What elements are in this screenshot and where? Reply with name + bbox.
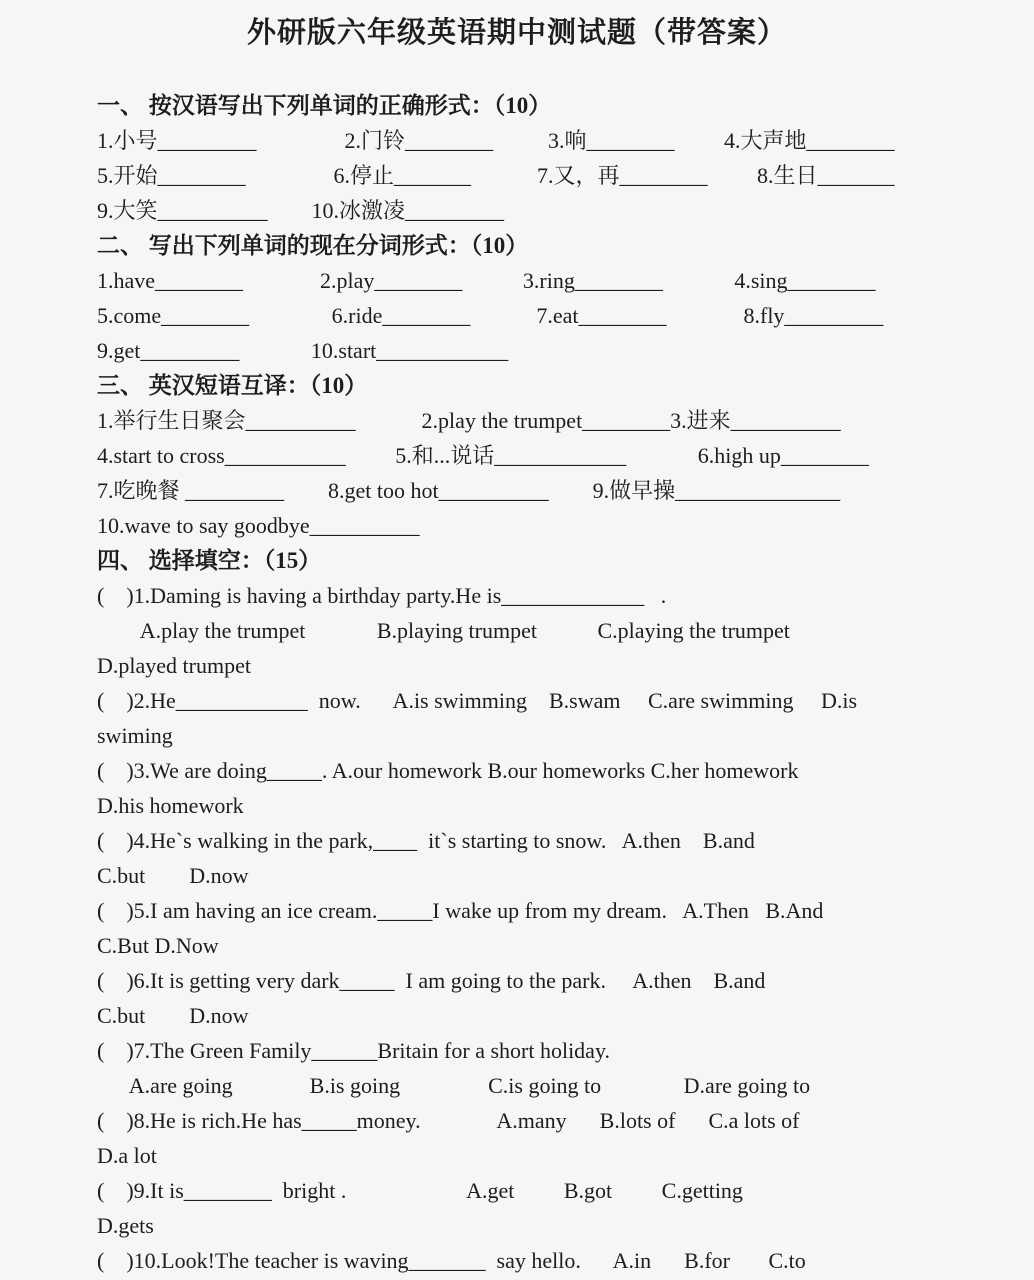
section-3-row-3: 7.吃晚餐 _________ 8.get too hot__________ 9.做早操_______________ <box>97 478 841 503</box>
section-1-row-2: 5.开始________ 6.停止_______ 7.又，再________ 8.生日_______ <box>97 163 895 188</box>
question-1-line-1: ( )1.Daming is having a birthday party.He is_____________ . <box>97 583 667 608</box>
section-2-heading: 二、 写出下列单词的现在分词形式：（10） <box>97 233 529 258</box>
question-8-option-d: D.a lot <box>97 1143 157 1168</box>
question-9-option-d: D.gets <box>97 1213 154 1238</box>
question-4-line-1: ( )4.He`s walking in the park,____ it`s starting to snow. A.then B.and <box>97 828 755 853</box>
section-2-row-1: 1.have________ 2.play________ 3.ring________ 4.sing________ <box>97 268 876 293</box>
question-7-options: A.are going B.is going C.is going to D.are going to <box>97 1073 811 1098</box>
section-3-row-1: 1.举行生日聚会__________ 2.play the trumpet________3.进来__________ <box>97 408 841 433</box>
section-3-row-2: 4.start to cross___________ 5.和...说话____________ 6.high up________ <box>97 443 869 468</box>
question-3-option-d: D.his homework <box>97 793 244 818</box>
question-10-line-1: ( )10.Look!The teacher is waving_______ say hello. A.in B.for C.to <box>97 1248 806 1273</box>
question-6-options-cd: C.but D.now <box>97 1003 249 1028</box>
section-4-heading: 四、 选择填空：（15） <box>97 548 322 573</box>
question-3-line-1: ( )3.We are doing_____. A.our homework B.our homeworks C.her homework <box>97 758 799 783</box>
question-4-options-cd: C.but D.now <box>97 863 249 888</box>
section-1-heading: 一、 按汉语写出下列单词的正确形式：（10） <box>97 93 552 118</box>
page-title: 外研版六年级英语期中测试题（带答案） <box>246 17 787 49</box>
question-5-options-cd: C.But D.Now <box>97 933 219 958</box>
section-3-heading: 三、 英汉短语互译：（10） <box>97 373 368 398</box>
question-2-line-1: ( )2.He____________ now. A.is swimming B.swam C.are swimming D.is <box>97 688 857 713</box>
question-8-line-1: ( )8.He is rich.He has_____money. A.many B.lots of C.a lots of <box>97 1108 800 1133</box>
question-9-line-1: ( )9.It is________ bright . A.get B.got C.getting <box>97 1178 743 1203</box>
question-2-wrap: swiming <box>97 723 173 748</box>
section-3-row-4: 10.wave to say goodbye__________ <box>97 513 420 538</box>
paper-body <box>97 88 1028 1278</box>
section-2-row-3: 9.get_________ 10.start____________ <box>97 338 509 363</box>
question-7-line-1: ( )7.The Green Family______Britain for a short holiday. <box>97 1038 611 1063</box>
question-1-option-d: D.played trumpet <box>97 653 251 678</box>
section-1-row-3: 9.大笑__________ 10.冰激凌_________ <box>97 198 505 223</box>
section-1-row-1: 1.小号_________ 2.门铃________ 3.响________ 4.大声地________ <box>97 128 895 153</box>
question-5-line-1: ( )5.I am having an ice cream._____I wake up from my dream. A.Then B.And <box>97 898 824 923</box>
section-2-row-2: 5.come________ 6.ride________ 7.eat________ 8.fly_________ <box>97 303 884 328</box>
question-1-options: A.play the trumpet B.playing trumpet C.playing the trumpet <box>97 618 790 643</box>
question-6-line-1: ( )6.It is getting very dark_____ I am going to the park. A.then B.and <box>97 968 766 993</box>
